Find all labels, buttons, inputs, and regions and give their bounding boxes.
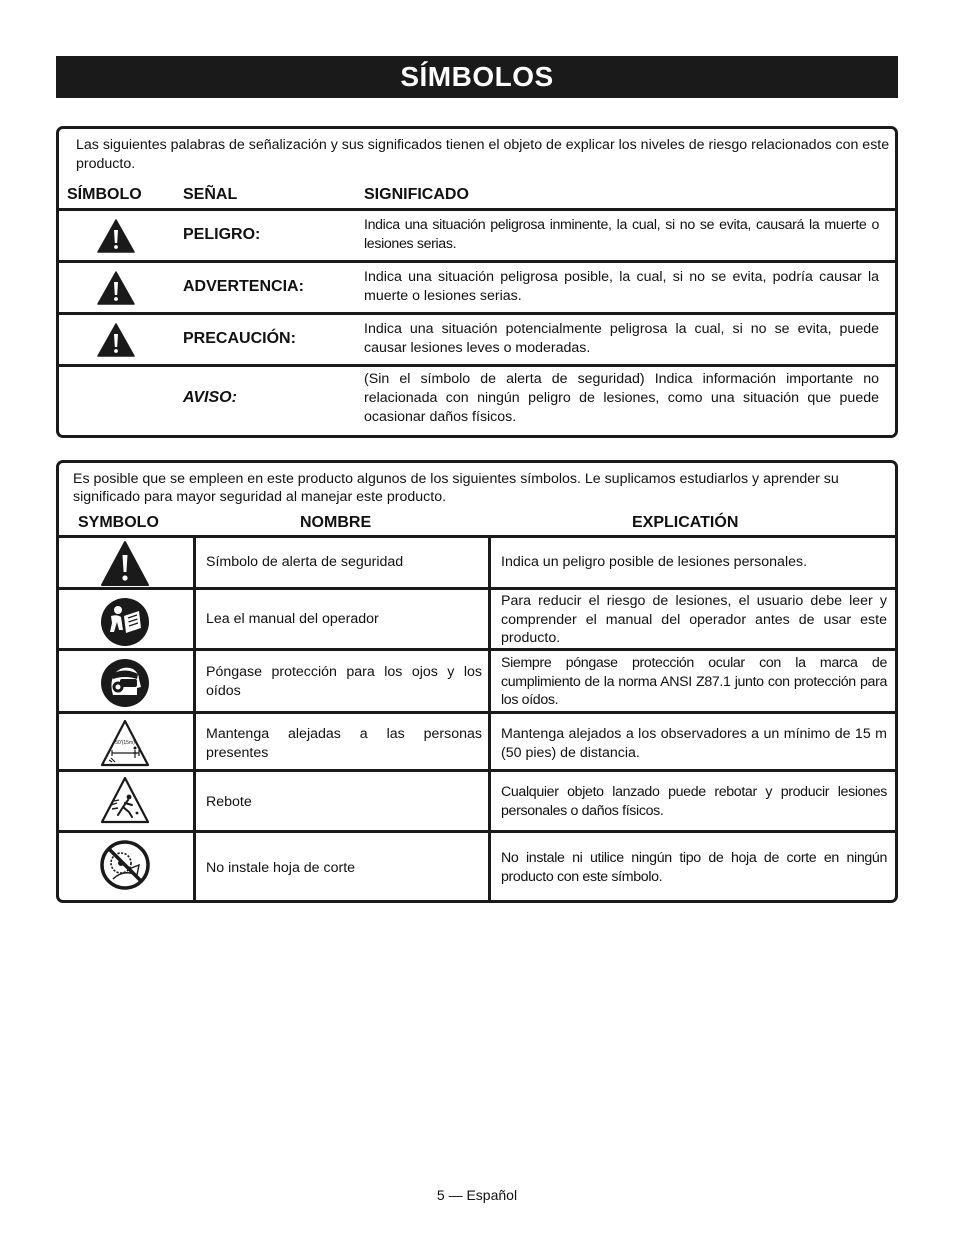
- symbol-explanation: Cualquier objeto lanzado puede rebotar y producir lesiones personales o daños físicos.: [501, 784, 887, 819]
- header-symbol: SÍMBOLO: [67, 186, 142, 203]
- divider: [59, 535, 895, 538]
- safety-alert-icon: [99, 539, 151, 591]
- symbol-explanation: Para reducir el riesgo de lesiones, el usuario debe leer y comprender el manual del operador antes de usar este producto.: [501, 593, 887, 646]
- page-footer: 5 — Español: [436, 1187, 518, 1203]
- header-name: NOMBRE: [300, 514, 372, 531]
- signal-intro: Las siguientes palabras de señalización y sus significados tienen el objeto de explicar los niveles de riesgo relacionados con este producto.: [76, 137, 890, 172]
- warning-triangle-icon: [97, 219, 135, 253]
- page-title: SÍMBOLOS: [56, 56, 898, 98]
- symbol-explanation: Indica un peligro posible de lesiones personales.: [501, 554, 808, 570]
- signal-row: [59, 315, 895, 364]
- symbol-explanation: Mantenga alejados a los observadores a un mínimo de 15 m (50 pies) de distancia.: [501, 726, 887, 761]
- signal-row: [59, 367, 895, 435]
- header-meaning: SIGNIFICADO: [364, 186, 469, 203]
- keep-bystanders-away-icon: [99, 718, 151, 770]
- signal-label: ADVERTENCIA:: [183, 278, 304, 295]
- signal-label: AVISO:: [183, 389, 237, 406]
- symbol-name: Lea el manual del operador: [206, 611, 379, 627]
- no-blade-icon: [99, 839, 151, 891]
- symbol-name: Mantenga alejadas a las personas presentes: [206, 726, 482, 761]
- symbol-explanation: No instale ni utilice ningún tipo de hoja de corte en ningún producto con este símbolo.: [501, 850, 887, 885]
- warning-triangle-icon: [97, 271, 135, 305]
- symbol-name: Rebote: [206, 794, 252, 810]
- signal-row: [59, 211, 895, 260]
- divider: [59, 769, 895, 772]
- symbol-explanation: Siempre póngase protección ocular con la marca de cumplimiento de la norma ANSI Z87.1 junto con protección para los oídos.: [501, 655, 887, 708]
- symbols-table: [56, 460, 898, 903]
- distance-label: 50'(15m): [115, 740, 135, 746]
- signal-label: PELIGRO:: [183, 226, 261, 243]
- header-symbol: SYMBOLO: [78, 514, 159, 531]
- signal-meaning: Indica una situación potencialmente peligrosa la cual, si no se evita, puede causar lesiones leves o moderadas.: [364, 321, 879, 356]
- kickback-icon: [99, 775, 151, 827]
- symbol-name: Póngase protección para los ojos y los oídos: [206, 664, 482, 699]
- symbol-name: Símbolo de alerta de seguridad: [206, 554, 404, 570]
- divider: [59, 648, 895, 651]
- signal-meaning: (Sin el símbolo de alerta de seguridad) Indica información importante no relacionada con ningún peligro de lesiones, como una situación que puede ocasionar daños físicos.: [364, 371, 879, 425]
- symbol-name: No instale hoja de corte: [206, 860, 356, 876]
- signal-label: PRECAUCIÓN:: [183, 330, 296, 347]
- divider: [59, 830, 895, 833]
- header-explanation: EXPLICATIÓN: [632, 514, 739, 531]
- read-manual-icon: [99, 596, 151, 648]
- divider: [59, 587, 895, 590]
- signal-meaning: Indica una situación peligrosa posible, la cual, si no se evita, podría causar la muerte o lesiones serias.: [364, 269, 879, 304]
- signal-words-table: [56, 126, 898, 438]
- eye-ear-protection-icon: [99, 657, 151, 709]
- signal-row: [59, 263, 895, 312]
- warning-triangle-icon: [97, 323, 135, 357]
- symbols-intro: Es posible que se empleen en este producto algunos de los siguientes símbolos. Le suplicamos estudiarlos y aprender su significado para mayor seguridad al manejar este producto.: [73, 471, 839, 505]
- divider: [59, 711, 895, 714]
- header-signal: SEÑAL: [183, 186, 238, 203]
- signal-meaning: Indica una situación peligrosa inminente, la cual, si no se evita, causará la muerte o lesiones serias.: [364, 217, 879, 252]
